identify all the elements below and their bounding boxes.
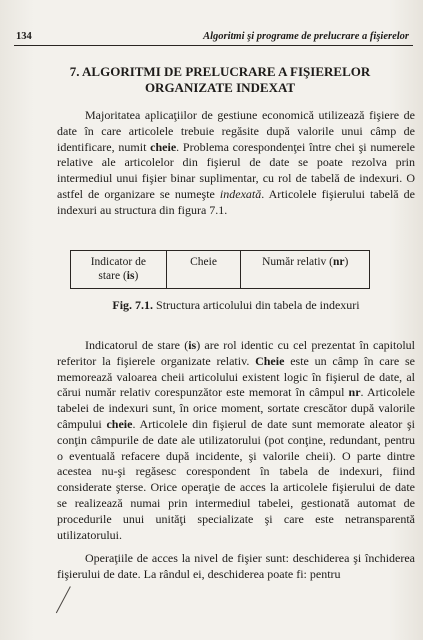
term-cheie: cheie xyxy=(150,139,177,154)
cell-text: ) xyxy=(344,256,349,268)
page-number: 134 xyxy=(16,31,32,42)
pen-mark xyxy=(56,586,83,620)
paragraph-operations xyxy=(57,551,415,583)
chapter-title-line1: 7. ALGORITMI DE PRELUCRARE A FIŞIERELOR xyxy=(69,64,371,79)
paragraph-intro xyxy=(57,108,415,219)
term-nr: nr xyxy=(348,385,361,400)
term-cheie: Cheie xyxy=(255,353,285,368)
figure-7-1-table xyxy=(70,250,370,289)
text-run: Indicatorul de stare ( xyxy=(85,338,189,352)
term-is: is xyxy=(188,338,197,352)
cell-relative-number xyxy=(241,251,370,289)
cell-text: Număr relativ ( xyxy=(262,256,333,268)
text-run: . Articolele fişierului tabelă de indexuri au structura din figura 7.1. xyxy=(57,186,415,217)
text-run: Majoritatea aplicaţiilor de gestiune economică utilizează fişiere de date în care articolele trebuie regăsite după valorile unui câmp de identificare, numit xyxy=(57,108,415,154)
term-indexata: indexată xyxy=(219,186,262,201)
figure-caption xyxy=(57,298,415,313)
caption-label: Fig. 7.1. xyxy=(112,298,154,312)
caption-text: Structura articolului din tabela de indexuri xyxy=(153,298,360,312)
cell-bold: is xyxy=(126,270,135,282)
cell-status-indicator xyxy=(71,251,167,289)
cell-key xyxy=(166,251,241,289)
cell-text: ) xyxy=(134,270,139,282)
running-title: Algoritmi şi programe de prelucrare a fişierelor xyxy=(203,31,409,42)
text-run: . Articolele din fişierul de date sunt memorate aleator şi conţin câmpurile de date ale utilizatorului (pot conţine, redundant, pentru o eventuală refacere după incidente, şi valorile cheii). O parte dintre acestea nu-şi regăsesc corespondent în tabela de indexuri, fiind considerate şterse. Orice operaţie de acces la articolele fişierului de date se realizează numai prin intermediul tabelei, gestionată automat de procedurile unui unităţi specializate şi care este netransparentă utilizatorului. xyxy=(57,416,416,542)
text-run: ) are rol identic cu cel prezentat în capitolul referitor la fişierele organizate relativ. xyxy=(57,338,415,368)
cell-text: Cheie xyxy=(190,256,217,268)
chapter-title xyxy=(40,64,400,96)
cell-text: Indicator de xyxy=(90,256,146,268)
text-run: . Articolele tabelei de indexuri sunt, în orice moment, sortate crescător după valorile câmpului xyxy=(57,385,415,431)
text-run: este un câmp în care se memorează valoarea cheii articolului existent logic în fişierul de date, al cărui număr relativ corespunzător este memorat în câmpul xyxy=(57,353,415,400)
paragraph-status xyxy=(57,338,415,543)
text-run: . Problema corespondenţei între chei şi numerele relative ale articolelor din fişierul de date se poate rezolva prin intermediul unui fişier binar suplimentar, cu rol de tabelă de indexuri. O astfel de organizare se numeşte xyxy=(57,139,415,201)
term-cheie: cheie xyxy=(106,416,133,431)
cell-bold: nr xyxy=(332,256,345,268)
cell-text: stare ( xyxy=(98,270,127,282)
chapter-title-line2: ORGANIZATE INDEXAT xyxy=(144,80,296,95)
text-run: Operaţiile de acces la nivel de fişier sunt: deschiderea şi închiderea fişierului de date. La rândul ei, deschiderea poate fi: pentru xyxy=(57,551,415,581)
page-header xyxy=(14,31,413,46)
